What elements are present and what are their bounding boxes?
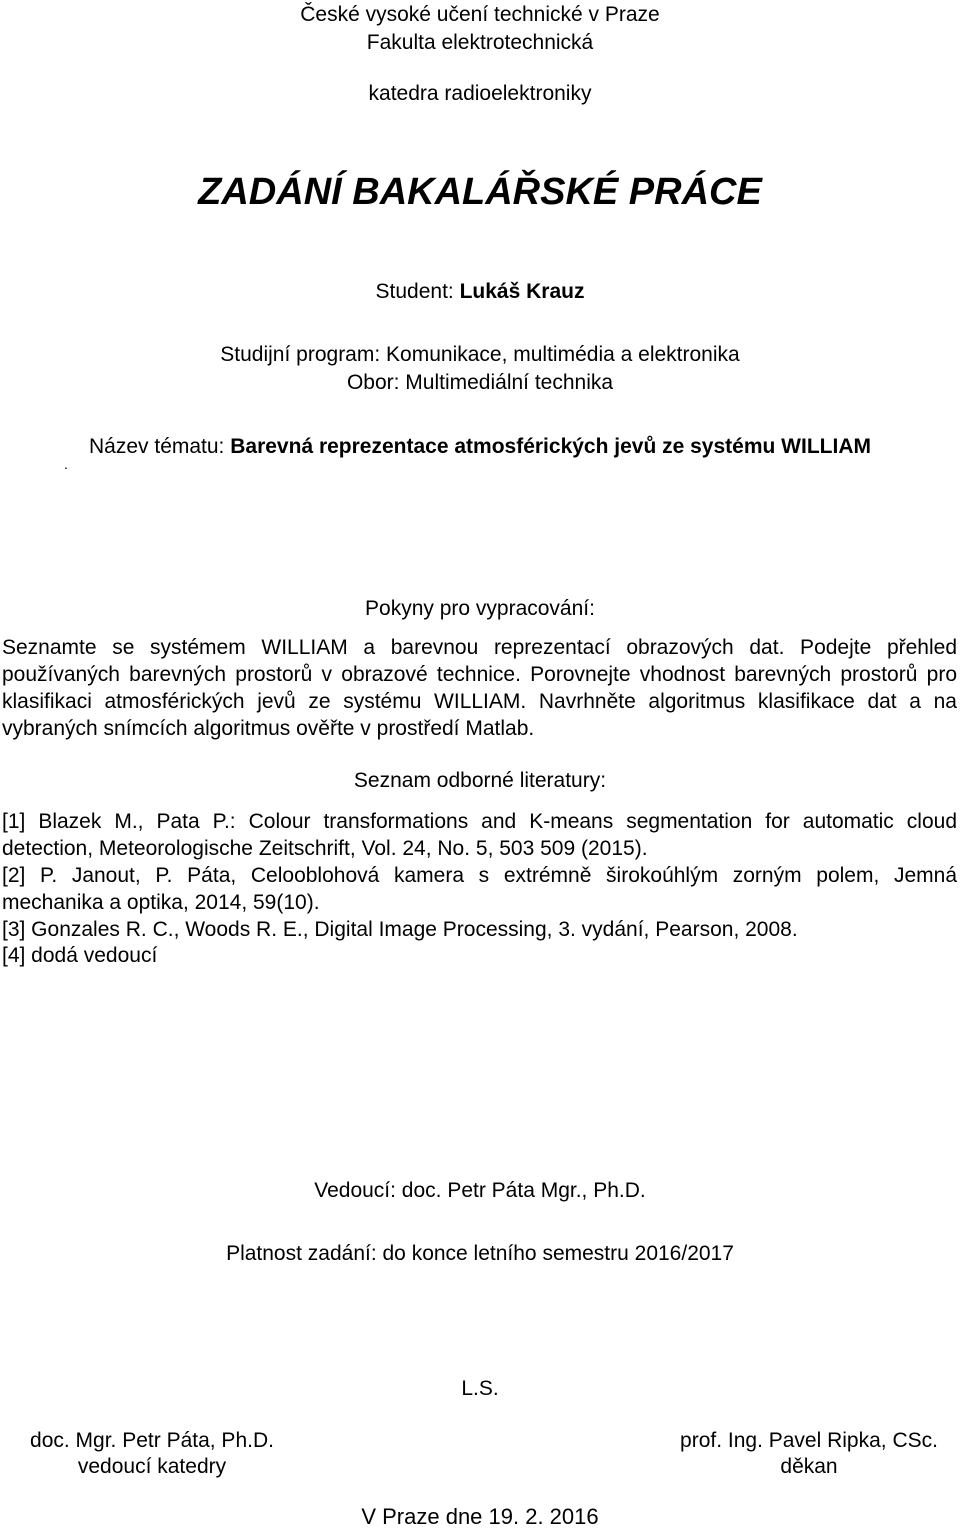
- student-label: Student:: [375, 280, 460, 303]
- signature-right: [660, 1428, 958, 1480]
- document-title: ZADÁNÍ BAKALÁŘSKÉ PRÁCE: [198, 171, 762, 213]
- signature-left: [2, 1428, 302, 1480]
- reference-item: [3] Gonzales R. C., Woods R. E., Digital Image Processing, 3. vydání, Pearson, 2008.: [2, 918, 798, 941]
- study-field: Obor: Multimediální technika: [346, 371, 614, 394]
- seal-mark: L.S.: [461, 1377, 499, 1400]
- instructions-heading: Pokyny pro vypracování:: [365, 597, 595, 620]
- place-date: V Praze dne 19. 2. 2016: [361, 1504, 599, 1529]
- reference-item: [1] Blazek M., Pata P.: Colour transformations and K-means segmentation for automatic cloud detection, Meteorologische Zeitschrift, Vol. 24, No. 5, 503 509 (2015).: [2, 810, 957, 860]
- faculty-name: Fakulta elektrotechnická: [366, 31, 594, 54]
- signature-left-name: doc. Mgr. Petr Páta, Ph.D.: [30, 1429, 274, 1452]
- student-name: Lukáš Krauz: [459, 280, 585, 303]
- university-name: České vysoké učení technické v Praze: [300, 3, 660, 26]
- signature-right-name: prof. Ing. Pavel Ripka, CSc.: [680, 1429, 938, 1452]
- study-program: Studijní program: Komunikace, multimédia a elektronika: [220, 343, 740, 366]
- literature-heading: Seznam odborné literatury:: [353, 769, 607, 792]
- topic-value: Barevná reprezentace atmosférických jevů ze systému WILLIAM: [230, 435, 871, 458]
- topic-label: Název tématu:: [89, 435, 231, 458]
- instructions-text: Seznamte se systémem WILLIAM a barevnou reprezentací obrazových dat. Podejte přehled používaných barevných prostorů v obrazové technice. Porovnejte vhodnost barevných prostorů pro klasifikaci atmosférických jevů ze systému WILLIAM. Navrhněte algoritmus klasifikace dat a na vybraných snímcích algoritmus ověřte v prostředí Matlab.: [2, 636, 957, 740]
- topic-trailing-mark: .: [64, 456, 68, 472]
- signature-right-role: děkan: [780, 1455, 838, 1478]
- signature-left-role: vedoucí katedry: [77, 1455, 227, 1478]
- department-name: katedra radioelektroniky: [368, 82, 592, 105]
- topic-line: [0, 434, 960, 460]
- validity-line: Platnost zadání: do konce letního semestru 2016/2017: [226, 1242, 734, 1265]
- reference-item: [4] dodá vedoucí: [2, 944, 158, 967]
- supervisor-line: Vedoucí: doc. Petr Páta Mgr., Ph.D.: [314, 1179, 646, 1202]
- student-line: [0, 279, 960, 305]
- reference-item: [2] P. Janout, P. Páta, Celooblohová kamera s extrémně širokoúhlým zorným polem, Jemná mechanika a optika, 2014, 59(10).: [2, 864, 957, 914]
